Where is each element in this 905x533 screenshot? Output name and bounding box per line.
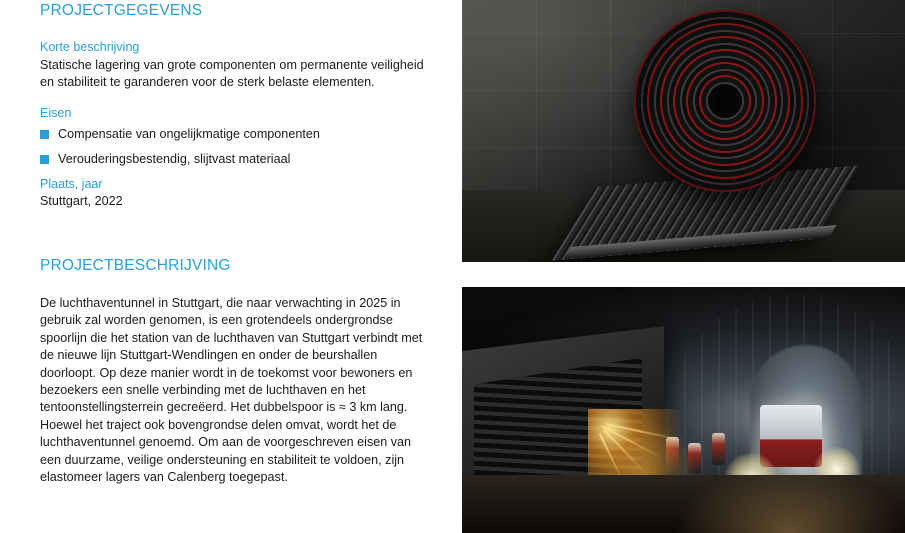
place-year-text: Stuttgart, 2022 [40,193,123,208]
project-description-heading: PROJECTBESCHRIJVING [40,257,231,274]
spark-streak [599,433,623,480]
short-description-text: Statische lagering van grote componenten om permanente veiligheid en stabiliteit te garanderen voor de sterk belaste elementen. [40,58,424,90]
project-data-section [40,2,440,210]
worker-figure [712,433,725,465]
spark-streak [603,429,644,472]
list-item [40,126,440,142]
elastomer-bearing-coil-photo [462,0,905,262]
short-description-label: Korte beschrijving [40,40,140,54]
project-description-section [40,257,440,486]
requirements-list [40,126,440,167]
requirements-label: Eisen [40,105,72,120]
square-bullet-icon [40,130,49,139]
text-column [40,0,440,533]
spark-streak [606,423,685,441]
square-bullet-icon [40,155,49,164]
requirement-text: Verouderingsbestendig, slijtvast materiaal [58,151,291,166]
floor-light-glow [674,463,904,533]
list-item [40,151,440,167]
project-description-text: De luchthaventunnel in Stuttgart, die naar verwachting in 2025 in gebruik zal worden genomen, is een grotendeels ondergrondse spoorlijn die het station van de luchthaven van Stuttgart verbindt met de nieuwe lijn Stuttgart-Wendlingen en onder de beurshallen doorloopt. Op deze manier wordt in de toekomst voor bewoners en bezoekers een snelle verbinding met de luchthaven en het tentoonstellingsterrein gecreëerd. Het dubbelspoor is ≈ 3 km lang. Hoewel het traject ook bovengrondse delen omvat, wordt het de luchthaventunnel genoemd. Om aan de voorgeschreven eisen van een duurzame, veilige ondersteuning en stabiliteit te voldoen, zijn elastomeer lagers van Calenberg toegepast. [40,296,423,485]
service-truck [760,405,822,467]
place-year-label: Plaats, jaar [40,176,103,191]
requirement-text: Compensatie van ongelijkmatige componenten [58,126,320,141]
project-data-heading: PROJECTGEGEVENS [40,2,203,19]
tunnel-construction-site-photo [462,287,905,533]
coil-center-hole [706,82,744,120]
